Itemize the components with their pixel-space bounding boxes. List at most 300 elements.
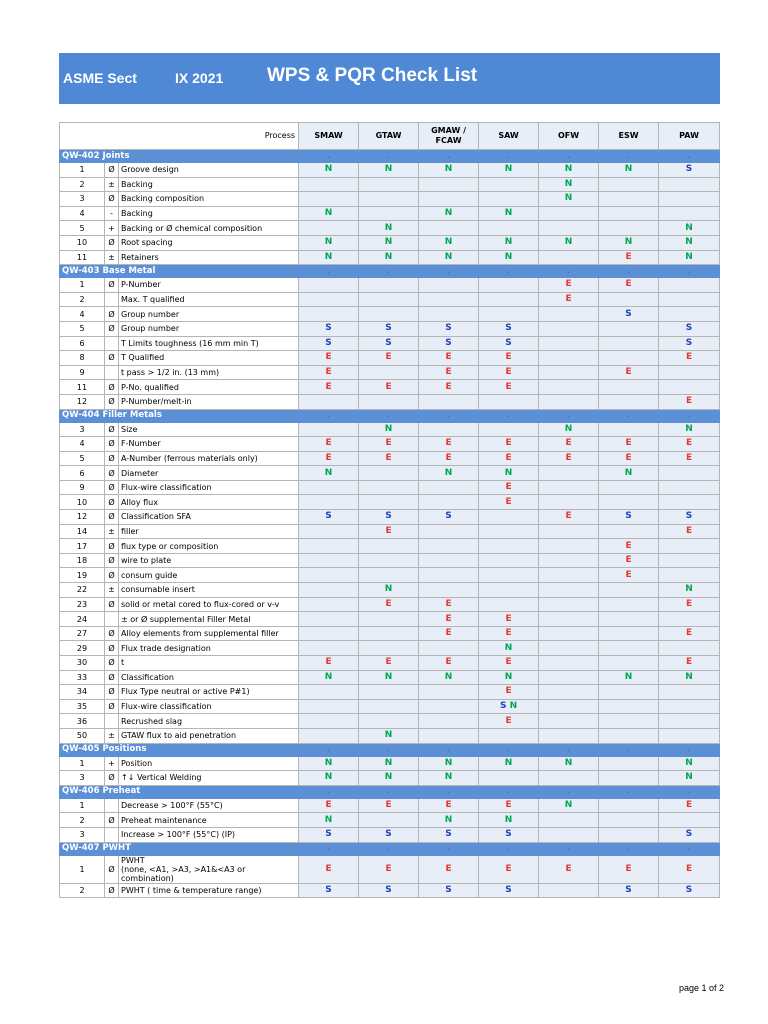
mark-N: N bbox=[384, 237, 393, 248]
header-row bbox=[60, 123, 720, 150]
mark-cell bbox=[539, 422, 599, 437]
mark-cell bbox=[659, 626, 720, 641]
mark-E: E bbox=[625, 540, 632, 551]
mark-E: E bbox=[685, 525, 693, 536]
row-number: 24 bbox=[60, 612, 105, 627]
mark-E: E bbox=[445, 598, 452, 609]
mark-cell bbox=[479, 192, 539, 207]
mark-N: N bbox=[564, 800, 573, 811]
mark-cell bbox=[599, 685, 659, 700]
mark-cell bbox=[479, 524, 539, 539]
mark-cell bbox=[359, 626, 419, 641]
mark-cell bbox=[539, 714, 599, 729]
mark-cell bbox=[599, 524, 659, 539]
mark-E: E bbox=[445, 367, 452, 378]
mark-E: E bbox=[325, 438, 332, 449]
mark-N: N bbox=[564, 193, 573, 204]
mark-cell bbox=[299, 278, 359, 293]
mark-cell bbox=[599, 539, 659, 554]
row-number: 4 bbox=[60, 437, 105, 452]
mark-S: S bbox=[685, 323, 693, 334]
mark-cell bbox=[479, 510, 539, 525]
row-symbol: Ø bbox=[105, 480, 119, 495]
mark-cell bbox=[539, 583, 599, 598]
process-label: Process bbox=[60, 123, 299, 150]
mark-cell bbox=[539, 685, 599, 700]
row-description: Size bbox=[119, 422, 299, 437]
table-row bbox=[60, 756, 720, 771]
mark-cell bbox=[539, 855, 599, 883]
row-number: 3 bbox=[60, 827, 105, 842]
mark-cell bbox=[299, 656, 359, 671]
mark-cell bbox=[419, 250, 479, 265]
mark-cell bbox=[599, 221, 659, 236]
row-description: t bbox=[119, 656, 299, 671]
row-symbol: ± bbox=[105, 524, 119, 539]
row-description: filler bbox=[119, 524, 299, 539]
mark-cell bbox=[299, 612, 359, 627]
mark-cell bbox=[299, 292, 359, 307]
section-dot: . bbox=[479, 743, 539, 756]
mark-cell bbox=[599, 206, 659, 221]
section-dot: . bbox=[299, 265, 359, 278]
mark-E: E bbox=[325, 352, 332, 363]
mark-cell bbox=[299, 206, 359, 221]
row-symbol: Ø bbox=[105, 670, 119, 685]
row-symbol: Ø bbox=[105, 163, 119, 178]
table-row bbox=[60, 798, 720, 813]
process-column-header: ESW bbox=[599, 123, 659, 150]
row-symbol bbox=[105, 292, 119, 307]
section-header-row bbox=[60, 785, 720, 798]
mark-cell bbox=[539, 365, 599, 380]
mark-cell bbox=[659, 192, 720, 207]
row-symbol: - bbox=[105, 206, 119, 221]
mark-cell bbox=[299, 597, 359, 612]
mark-E: E bbox=[445, 628, 452, 639]
mark-N: N bbox=[564, 757, 573, 768]
row-number: 30 bbox=[60, 656, 105, 671]
mark-cell bbox=[479, 221, 539, 236]
section-dot: . bbox=[539, 409, 599, 422]
row-number: 29 bbox=[60, 641, 105, 656]
mark-N: N bbox=[444, 237, 453, 248]
mark-cell bbox=[299, 699, 359, 714]
row-symbol: Ø bbox=[105, 422, 119, 437]
mark-E: E bbox=[625, 555, 632, 566]
mark-cell bbox=[659, 771, 720, 786]
mark-cell bbox=[479, 451, 539, 466]
mark-cell bbox=[359, 422, 419, 437]
section-header-row bbox=[60, 743, 720, 756]
mark-cell bbox=[539, 597, 599, 612]
mark-E: E bbox=[445, 438, 452, 449]
row-description: P-No. qualified bbox=[119, 380, 299, 395]
mark-cell bbox=[539, 394, 599, 409]
mark-cell bbox=[659, 656, 720, 671]
mark-E: E bbox=[505, 863, 512, 874]
row-symbol: Ø bbox=[105, 380, 119, 395]
table-row bbox=[60, 641, 720, 656]
mark-cell bbox=[479, 495, 539, 510]
mark-E: E bbox=[445, 613, 452, 624]
mark-cell bbox=[479, 539, 539, 554]
row-number: 3 bbox=[60, 422, 105, 437]
row-description: Classification bbox=[119, 670, 299, 685]
row-description: Group number bbox=[119, 307, 299, 322]
mark-cell bbox=[539, 495, 599, 510]
table-row bbox=[60, 656, 720, 671]
mark-cell bbox=[599, 307, 659, 322]
mark-E: E bbox=[325, 367, 332, 378]
mark-cell bbox=[419, 466, 479, 481]
row-number: 50 bbox=[60, 728, 105, 743]
mark-E: E bbox=[685, 396, 693, 407]
mark-cell bbox=[599, 351, 659, 366]
mark-E: E bbox=[385, 525, 392, 536]
mark-N: N bbox=[444, 251, 453, 262]
process-column-header: GMAW / FCAW bbox=[419, 123, 479, 150]
row-number: 8 bbox=[60, 351, 105, 366]
table-row bbox=[60, 714, 720, 729]
mark-cell bbox=[659, 321, 720, 336]
mark-cell bbox=[659, 422, 720, 437]
mark-S: S bbox=[685, 884, 693, 895]
mark-N: N bbox=[444, 467, 453, 478]
row-description: ↑↓ Vertical Welding bbox=[119, 771, 299, 786]
mark-cell bbox=[539, 250, 599, 265]
mark-cell bbox=[419, 380, 479, 395]
mark-cell bbox=[659, 177, 720, 192]
mark-cell bbox=[419, 351, 479, 366]
mark-E: E bbox=[385, 381, 392, 392]
row-number: 18 bbox=[60, 553, 105, 568]
table-row bbox=[60, 597, 720, 612]
row-symbol: Ø bbox=[105, 626, 119, 641]
table-row bbox=[60, 583, 720, 598]
mark-cell bbox=[299, 351, 359, 366]
section-dot: . bbox=[419, 265, 479, 278]
section-dot: . bbox=[359, 785, 419, 798]
mark-cell bbox=[479, 466, 539, 481]
mark-N: N bbox=[564, 178, 573, 189]
mark-E: E bbox=[325, 452, 332, 463]
table-row bbox=[60, 307, 720, 322]
mark-cell bbox=[419, 827, 479, 842]
table-row bbox=[60, 380, 720, 395]
mark-cell bbox=[299, 177, 359, 192]
mark-cell bbox=[659, 728, 720, 743]
mark-cell bbox=[359, 524, 419, 539]
mark-N: N bbox=[444, 772, 453, 783]
mark-cell bbox=[299, 221, 359, 236]
section-header-row bbox=[60, 150, 720, 163]
mark-cell bbox=[479, 365, 539, 380]
mark-cell bbox=[479, 699, 539, 714]
mark-cell bbox=[419, 510, 479, 525]
mark-cell bbox=[419, 626, 479, 641]
mark-cell bbox=[299, 422, 359, 437]
mark-N: N bbox=[685, 772, 693, 783]
mark-cell bbox=[419, 192, 479, 207]
mark-cell bbox=[359, 855, 419, 883]
mark-S: S bbox=[445, 511, 452, 522]
mark-N: N bbox=[685, 423, 693, 434]
table-row bbox=[60, 365, 720, 380]
mark-cell bbox=[479, 351, 539, 366]
mark-cell bbox=[599, 466, 659, 481]
mark-N: N bbox=[685, 222, 693, 233]
mark-cell bbox=[359, 451, 419, 466]
mark-cell bbox=[539, 480, 599, 495]
row-symbol: Ø bbox=[105, 192, 119, 207]
row-number: 5 bbox=[60, 321, 105, 336]
mark-E: E bbox=[505, 715, 512, 726]
mark-cell bbox=[479, 855, 539, 883]
mark-E: E bbox=[385, 800, 392, 811]
mark-E: E bbox=[685, 800, 693, 811]
row-number: 11 bbox=[60, 380, 105, 395]
mark-cell bbox=[539, 351, 599, 366]
mark-cell bbox=[539, 568, 599, 583]
mark-cell bbox=[599, 883, 659, 898]
mark-cell bbox=[659, 466, 720, 481]
mark-S: S bbox=[385, 323, 392, 334]
row-description: Classification SFA bbox=[119, 510, 299, 525]
mark-cell bbox=[359, 250, 419, 265]
mark-cell bbox=[659, 437, 720, 452]
section-dot: . bbox=[479, 842, 539, 855]
table-row bbox=[60, 568, 720, 583]
row-number: 5 bbox=[60, 221, 105, 236]
row-number: 2 bbox=[60, 292, 105, 307]
process-column-header: PAW bbox=[659, 123, 720, 150]
mark-cell bbox=[419, 583, 479, 598]
row-number: 33 bbox=[60, 670, 105, 685]
mark-cell bbox=[479, 798, 539, 813]
mark-cell bbox=[659, 641, 720, 656]
mark-cell bbox=[599, 626, 659, 641]
mark-cell bbox=[419, 670, 479, 685]
mark-E: E bbox=[445, 452, 452, 463]
mark-cell bbox=[539, 827, 599, 842]
row-symbol: Ø bbox=[105, 771, 119, 786]
mark-cell bbox=[539, 336, 599, 351]
mark-cell bbox=[419, 883, 479, 898]
mark-cell bbox=[479, 626, 539, 641]
mark-cell bbox=[659, 221, 720, 236]
row-number: 2 bbox=[60, 883, 105, 898]
row-description: Decrease > 100°F (55°C) bbox=[119, 798, 299, 813]
mark-cell bbox=[359, 394, 419, 409]
title-part2: IX 2021 bbox=[175, 70, 224, 86]
mark-E: E bbox=[625, 279, 632, 290]
section-dot: . bbox=[299, 743, 359, 756]
section-dot: . bbox=[359, 409, 419, 422]
mark-cell bbox=[479, 437, 539, 452]
title-banner bbox=[59, 53, 720, 104]
section-dot: . bbox=[659, 743, 720, 756]
mark-cell bbox=[359, 495, 419, 510]
mark-cell bbox=[539, 670, 599, 685]
section-dot: . bbox=[419, 785, 479, 798]
row-symbol: ± bbox=[105, 177, 119, 192]
table-row bbox=[60, 321, 720, 336]
mark-cell bbox=[419, 336, 479, 351]
mark-N: N bbox=[685, 251, 693, 262]
mark-N: N bbox=[444, 757, 453, 768]
table-row bbox=[60, 466, 720, 481]
mark-cell bbox=[299, 524, 359, 539]
mark-N: N bbox=[685, 237, 693, 248]
table-row bbox=[60, 626, 720, 641]
table-row bbox=[60, 278, 720, 293]
mark-cell bbox=[299, 437, 359, 452]
mark-E: E bbox=[505, 381, 512, 392]
mark-cell bbox=[659, 756, 720, 771]
row-description: Root spacing bbox=[119, 235, 299, 250]
mark-N: N bbox=[504, 814, 513, 825]
mark-cell bbox=[359, 192, 419, 207]
mark-cell bbox=[539, 626, 599, 641]
row-description: A-Number (ferrous materials only) bbox=[119, 451, 299, 466]
mark-cell bbox=[419, 714, 479, 729]
table-row bbox=[60, 771, 720, 786]
row-description: Increase > 100°F (55°C) (IP) bbox=[119, 827, 299, 842]
page-number: page 1 of 2 bbox=[679, 983, 725, 993]
mark-cell bbox=[359, 365, 419, 380]
mark-cell bbox=[539, 728, 599, 743]
mark-cell bbox=[359, 798, 419, 813]
section-dot: . bbox=[419, 409, 479, 422]
mark-cell bbox=[599, 451, 659, 466]
mark-cell bbox=[659, 351, 720, 366]
row-symbol: Ø bbox=[105, 307, 119, 322]
mark-E: E bbox=[445, 381, 452, 392]
mark-E: E bbox=[565, 294, 572, 305]
mark-S: S bbox=[685, 511, 693, 522]
mark-cell bbox=[599, 278, 659, 293]
mark-E: E bbox=[625, 863, 632, 874]
section-dot: . bbox=[359, 265, 419, 278]
mark-cell bbox=[359, 656, 419, 671]
section-dot: . bbox=[599, 743, 659, 756]
row-number: 9 bbox=[60, 365, 105, 380]
table-row bbox=[60, 451, 720, 466]
mark-cell bbox=[659, 206, 720, 221]
mark-E: E bbox=[685, 438, 693, 449]
mark-cell bbox=[539, 641, 599, 656]
table-row bbox=[60, 510, 720, 525]
mark-cell bbox=[359, 813, 419, 828]
section-dot: . bbox=[659, 785, 720, 798]
mark-cell bbox=[299, 235, 359, 250]
section-dot: . bbox=[599, 409, 659, 422]
section-title: QW-403 Base Metal bbox=[60, 265, 299, 278]
mark-cell bbox=[479, 480, 539, 495]
mark-N: N bbox=[324, 237, 333, 248]
mark-cell bbox=[539, 510, 599, 525]
mark-cell bbox=[599, 771, 659, 786]
row-description: GTAW flux to aid penetration bbox=[119, 728, 299, 743]
row-description: consum guide bbox=[119, 568, 299, 583]
row-symbol bbox=[105, 365, 119, 380]
table-row bbox=[60, 480, 720, 495]
section-dot: . bbox=[299, 785, 359, 798]
row-number: 22 bbox=[60, 583, 105, 598]
mark-E: E bbox=[565, 279, 572, 290]
mark-cell bbox=[539, 278, 599, 293]
row-description: Backing bbox=[119, 177, 299, 192]
row-description: PWHT (none, <A1, >A3, >A1&<A3 or combination) bbox=[119, 855, 299, 883]
mark-N: N bbox=[504, 757, 513, 768]
mark-E: E bbox=[505, 657, 512, 668]
mark-cell bbox=[299, 568, 359, 583]
row-description: P-Number/melt-in bbox=[119, 394, 299, 409]
mark-cell bbox=[299, 466, 359, 481]
mark-cell bbox=[539, 321, 599, 336]
mark-cell bbox=[539, 466, 599, 481]
mark-N: N bbox=[504, 671, 513, 682]
mark-N: N bbox=[624, 671, 633, 682]
mark-cell bbox=[599, 553, 659, 568]
section-header-row bbox=[60, 265, 720, 278]
mark-cell bbox=[299, 321, 359, 336]
mark-cell bbox=[659, 553, 720, 568]
mark-S: S bbox=[685, 337, 693, 348]
mark-cell bbox=[479, 813, 539, 828]
mark-cell bbox=[479, 292, 539, 307]
section-dot: . bbox=[299, 150, 359, 163]
row-number: 3 bbox=[60, 192, 105, 207]
process-column-header: SMAW bbox=[299, 123, 359, 150]
mark-cell bbox=[659, 685, 720, 700]
row-number: 1 bbox=[60, 278, 105, 293]
mark-E: E bbox=[625, 367, 632, 378]
mark-cell bbox=[479, 612, 539, 627]
mark-E: E bbox=[325, 657, 332, 668]
mark-cell bbox=[599, 380, 659, 395]
mark-cell bbox=[299, 798, 359, 813]
section-dot: . bbox=[659, 150, 720, 163]
row-number: 2 bbox=[60, 177, 105, 192]
table-row bbox=[60, 250, 720, 265]
mark-cell bbox=[299, 365, 359, 380]
row-description: Alloy flux bbox=[119, 495, 299, 510]
mark-E: E bbox=[685, 452, 693, 463]
mark-cell bbox=[419, 568, 479, 583]
section-title: QW-404 Filler Metals bbox=[60, 409, 299, 422]
mark-S: S bbox=[625, 308, 632, 319]
mark-cell bbox=[419, 394, 479, 409]
row-description: solid or metal cored to flux-cored or v-v bbox=[119, 597, 299, 612]
table-row bbox=[60, 699, 720, 714]
mark-N: N bbox=[685, 584, 693, 595]
mark-cell bbox=[299, 380, 359, 395]
mark-cell bbox=[659, 307, 720, 322]
row-symbol bbox=[105, 827, 119, 842]
mark-E: E bbox=[625, 569, 632, 580]
row-symbol: Ø bbox=[105, 699, 119, 714]
mark-cell bbox=[359, 321, 419, 336]
row-symbol: + bbox=[105, 756, 119, 771]
mark-cell bbox=[299, 539, 359, 554]
mark-cell bbox=[659, 798, 720, 813]
mark-cell bbox=[539, 771, 599, 786]
mark-cell bbox=[599, 583, 659, 598]
process-column-header: GTAW bbox=[359, 123, 419, 150]
table-row bbox=[60, 685, 720, 700]
